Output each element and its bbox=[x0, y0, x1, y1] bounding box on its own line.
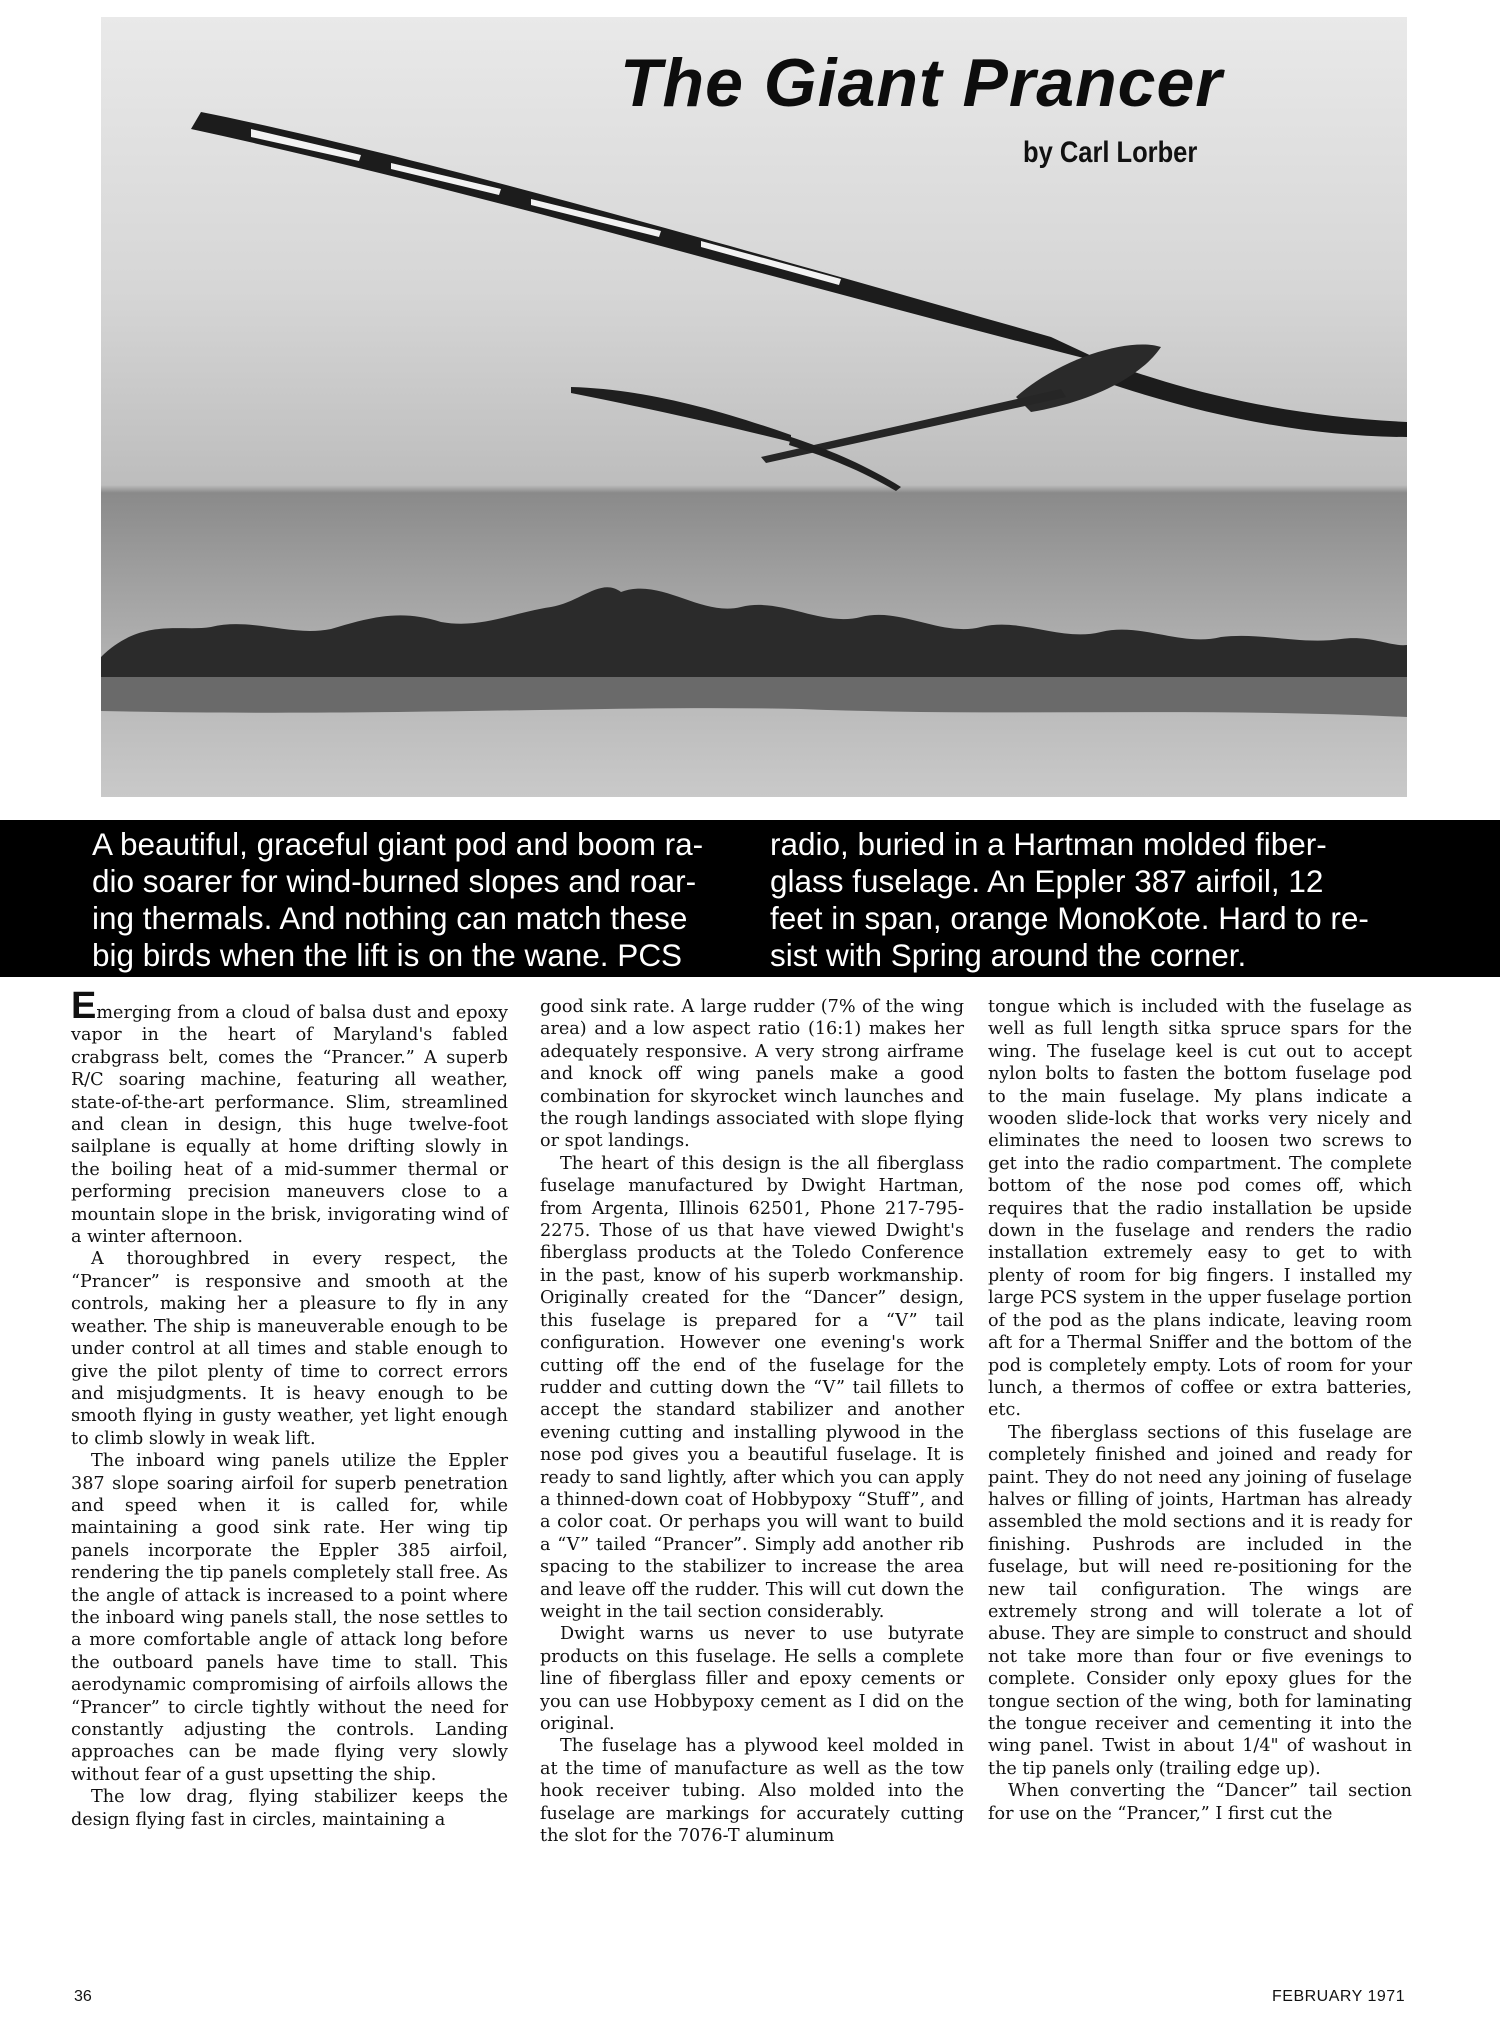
article-deck bbox=[0, 820, 1500, 977]
paragraph: The fuselage has a plywood keel molded in at the time of manufacture as well as the tow hook receiver tubing. Also molded into the fuselage are markings for accurately cutting the slot for the 7076-T aluminum bbox=[540, 1736, 964, 1847]
paragraph-text: merging from a cloud of balsa dust and epoxy vapor in the heart of Maryland's fabled crabgrass belt, comes the “Prancer.” A superb R/C soaring machine, featuring all weather, state-of-the-art performance. Slim, streamlined and clean in design, this huge twelve-foot sailplane is equally at home drifting slowly in the boiling heat of a mid-summer thermal or performing precision maneuvers close to a mountain slope in the brisk, invigorating wind of a winter afternoon. bbox=[71, 1003, 508, 1248]
deck-line: feet in span, orange MonoKote. Hard to re- bbox=[770, 900, 1369, 936]
deck-line: ing thermals. And nothing can match these bbox=[92, 900, 688, 936]
paragraph: The heart of this design is the all fiberglass fuselage manufactured by Dwight Hartman, from Argenta, Illinois 62501, Phone 217-795-2275. Those of us that have viewed Dwight's fiberglass products at the Toledo Conference in the past, know of his superb workmanship. Originally created for the “Dancer” design, this fuselage is prepared for a “V” tail configuration. However one evening's work cutting off the end of the fuselage for the rudder and cutting down the “V” tail fillets to accept the standard stabilizer and another evening cutting and installing plywood in the nose pod gives you a beautiful fuselage. It is ready to sand lightly, after which you can apply a thinned-down coat of Hobbypoxy “Stuff”, and a color coat. Or perhaps you will want to build a “V” tailed “Prancer”. Simply add another rib spacing to the stabilizer to increase the area and leave off the rudder. This will cut down the weight in the tail section considerably. bbox=[540, 1153, 964, 1622]
deck-line: A beautiful, graceful giant pod and boom ra- bbox=[92, 826, 704, 862]
paragraph: A thoroughbred in every respect, the “Prancer” is responsive and smooth at the controls, making her a pleasure to fly in any weather. The ship is maneuverable enough to be under control at all times and stable enough to give the pilot plenty of time to correct errors and misjudgments. It is heavy enough to be smooth flying in gusty weather, yet light enough to climb slowly in weak lift. bbox=[71, 1249, 508, 1449]
deck-line: dio soarer for wind-burned slopes and roar- bbox=[92, 863, 697, 899]
article-column-3 bbox=[988, 996, 1412, 1825]
paragraph: tongue which is included with the fuselage as well as full length sitka spruce spars for the wing. The fuselage keel is cut out to accept nylon bolts to fasten the bottom fuselage pod to the main fuselage. My plans indicate a wooden slide-lock that works very nicely and eliminates the need to loosen two screws to get into the radio compartment. The complete bottom of the nose pod comes off, which requires that the radio installation be upside down in the fuselage and renders the radio installation extremely easy to get to with plenty of room for big fingers. I installed my large PCS system in the upper fuselage portion of the pod as the plans indicate, leaving room aft for a Thermal Sniffer and the bottom of the pod is completely empty. Lots of room for your lunch, a thermos of coffee or extra batteries, etc. bbox=[988, 997, 1412, 1421]
paragraph: When converting the “Dancer” tail section for use on the “Prancer,” I first cut the bbox=[988, 1781, 1412, 1824]
issue-date: FEBRUARY 1971 bbox=[1272, 1988, 1406, 2005]
sailplane-illustration bbox=[101, 17, 1407, 797]
deck-left-column bbox=[92, 826, 742, 974]
paragraph: The inboard wing panels utilize the Eppler 387 slope soaring airfoil for superb penetration and speed when it is called for, while maintaining a good sink rate. Her wing tip panels incorporate the Eppler 385 airfoil, rendering the tip panels completely stall free. As the angle of attack is increased to a point where the inboard wing panels stall, the nose settles to a more comfortable angle of attack long before the outboard panels have time to stall. This aerodynamic compromising of airfoils allows the “Prancer” to circle tightly without the need for constantly adjusting the controls. Landing approaches can be made flying very slowly without fear of a gust upsetting the ship. bbox=[71, 1451, 508, 1785]
article-byline: by Carl Lorber bbox=[1023, 136, 1198, 169]
article-column-1 bbox=[71, 985, 508, 1831]
paragraph: The low drag, flying stabilizer keeps the design flying fast in circles, maintaining a bbox=[71, 1787, 508, 1830]
deck-line: sist with Spring around the corner. bbox=[770, 937, 1247, 973]
deck-line: radio, buried in a Hartman molded fiber- bbox=[770, 826, 1327, 862]
article-column-2 bbox=[540, 996, 964, 1847]
article-title: The Giant Prancer bbox=[620, 45, 1223, 121]
sailplane-photo bbox=[101, 17, 1407, 797]
deck-line: glass fuselage. An Eppler 387 airfoil, 12 bbox=[770, 863, 1324, 899]
deck-right-column bbox=[770, 826, 1430, 974]
paragraph: The fiberglass sections of this fuselage are completely finished and joined and ready for paint. They do not need any joining of fuselage halves or filling of joints, Hartman has already assembled the mold sections and it is ready for finishing. Pushrods are included in the fuselage, but will need re-positioning for the new tail configuration. The wings are extremely strong and will tolerate a lot of abuse. They are simple to construct and should not take more than four or five evenings to complete. Consider only epoxy glues for the tongue section of the wing, both for laminating the tongue receiver and cementing it into the wing panel. Twist in about 1/4" of washout in the tip panels only (trailing edge up). bbox=[988, 1422, 1412, 1779]
drop-cap: E bbox=[71, 985, 97, 1027]
paragraph bbox=[71, 985, 508, 1248]
deck-line: big birds when the lift is on the wane. PCS bbox=[92, 937, 683, 973]
page-number: 36 bbox=[74, 1988, 92, 2005]
paragraph: Dwight warns us never to use butyrate products on this fuselage. He sells a complete line of fiberglass filler and epoxy cements or you can use Hobbypoxy cement as I did on the original. bbox=[540, 1624, 964, 1734]
paragraph: good sink rate. A large rudder (7% of the wing area) and a low aspect ratio (16:1) makes her adequately responsive. A very strong airframe and knock off wing panels make a good combination for skyrocket winch launches and the rough landings associated with slope flying or spot landings. bbox=[540, 997, 964, 1152]
